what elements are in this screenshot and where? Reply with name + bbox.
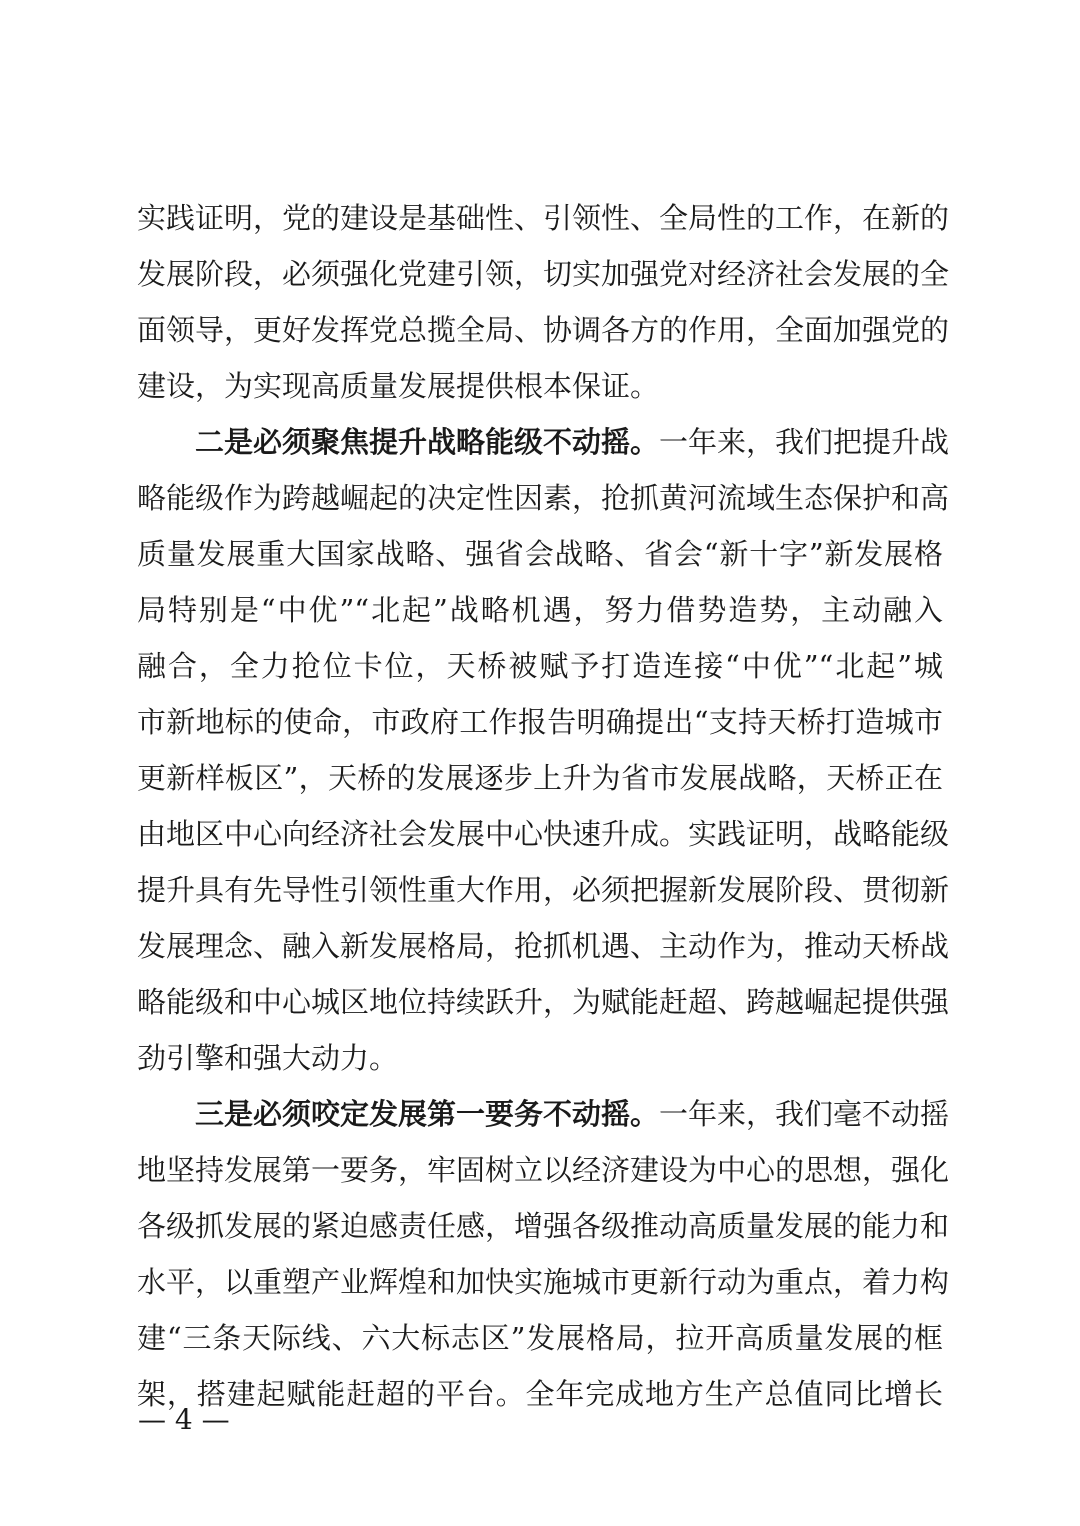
paragraph-lead-bold: 三是必须咬定发展第一要务不动摇。 <box>137 1097 660 1131</box>
line-text: 提升具有先导性引领性重大作用，必须把握新发展阶段、贯彻新 <box>137 873 950 907</box>
text-line <box>137 974 950 1030</box>
text-line <box>137 862 950 918</box>
line-text: 实践证明，党的建设是基础性、引领性、全局性的工作，在新的 <box>137 201 950 235</box>
text-line <box>137 190 950 246</box>
line-text: 市新地标的使命，市政府工作报告明确提出“支持天桥打造城市 <box>137 705 943 739</box>
text-line <box>137 470 950 526</box>
text-line <box>137 526 943 582</box>
text-line <box>137 358 943 414</box>
text-line <box>137 1254 950 1310</box>
line-text: 局特别是“中优”“北起”战略机遇，努力借势造势，主动融入 <box>137 593 943 627</box>
line-text: 一年来，我们把提升战 <box>659 425 950 459</box>
text-line <box>137 638 943 694</box>
line-text: 一年来，我们毫不动摇 <box>659 1097 950 1131</box>
document-body <box>137 190 950 1422</box>
line-text: 建设，为实现高质量发展提供根本保证。 <box>137 369 660 403</box>
text-line <box>137 302 950 358</box>
line-text: 由地区中心向经济社会发展中心快速升成。实践证明，战略能级 <box>137 817 950 851</box>
line-text: 融合，全力抢位卡位，天桥被赋予打造连接“中优”“北起”城 <box>137 649 943 683</box>
line-text: 质量发展重大国家战略、强省会战略、省会“新十字”新发展格 <box>137 537 943 571</box>
line-text: 略能级和中心城区地位持续跃升，为赋能赶超、跨越崛起提供强 <box>137 985 950 1019</box>
text-line <box>137 414 950 470</box>
line-text: 架，搭建起赋能赶超的平台。全年完成地方生产总值同比增长 <box>137 1377 943 1411</box>
line-text: 发展阶段，必须强化党建引领，切实加强党对经济社会发展的全 <box>137 257 950 291</box>
text-line <box>137 1310 943 1366</box>
text-line <box>137 1142 950 1198</box>
text-line <box>137 694 943 750</box>
text-line <box>137 1198 950 1254</box>
line-text: 更新样板区”，天桥的发展逐步上升为省市发展战略，天桥正在 <box>137 761 943 795</box>
page-number: — 4 — <box>138 1403 230 1436</box>
line-text: 劲引擎和强大动力。 <box>137 1041 399 1075</box>
text-line <box>137 1030 943 1086</box>
line-text: 地坚持发展第一要务，牢固树立以经济建设为中心的思想，强化 <box>137 1153 950 1187</box>
line-text: 略能级作为跨越崛起的决定性因素，抢抓黄河流域生态保护和高 <box>137 481 950 515</box>
text-line <box>137 750 943 806</box>
paragraph-lead-bold: 二是必须聚焦提升战略能级不动摇。 <box>137 425 660 459</box>
line-text: 面领导，更好发挥党总揽全局、协调各方的作用，全面加强党的 <box>137 313 950 347</box>
text-line <box>137 582 943 638</box>
text-line <box>137 806 950 862</box>
text-line <box>137 918 950 974</box>
text-line <box>137 1086 950 1142</box>
line-text: 建“三条天际线、六大标志区”发展格局，拉开高质量发展的框 <box>137 1321 943 1355</box>
text-line <box>137 246 950 302</box>
text-line <box>137 1366 943 1422</box>
line-text: 发展理念、融入新发展格局，抢抓机遇、主动作为，推动天桥战 <box>137 929 950 963</box>
line-text: 水平，以重塑产业辉煌和加快实施城市更新行动为重点，着力构 <box>137 1265 950 1299</box>
line-text: 各级抓发展的紧迫感责任感，增强各级推动高质量发展的能力和 <box>137 1209 950 1243</box>
